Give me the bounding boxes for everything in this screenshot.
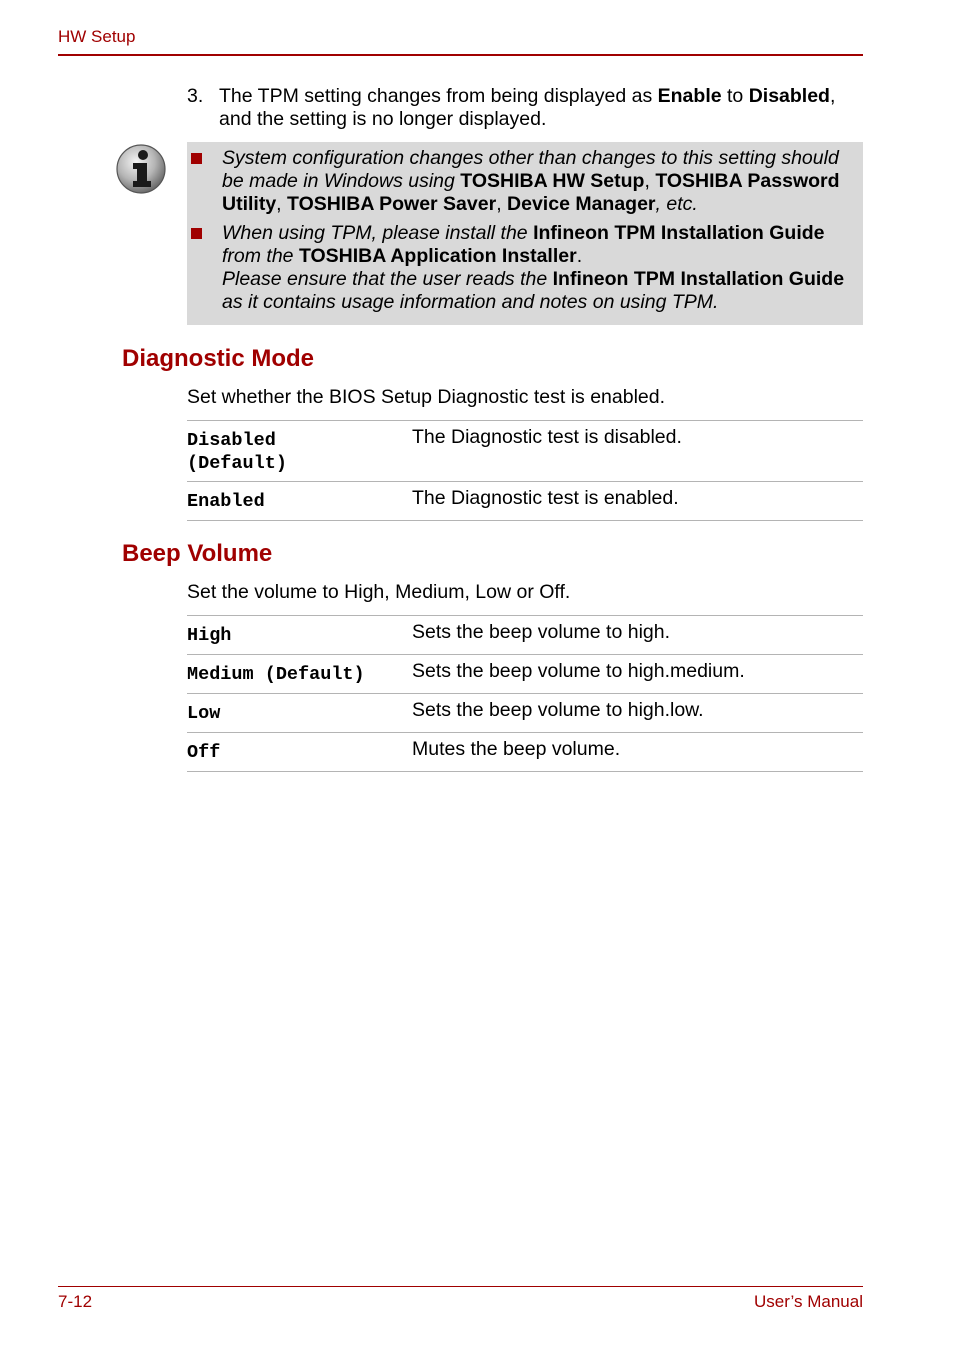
table-row xyxy=(187,694,863,733)
note-text: , xyxy=(496,193,508,215)
header-rule xyxy=(58,54,863,56)
note-bold: TOSHIBA Password Utility xyxy=(222,170,840,215)
step-text-part: to xyxy=(721,85,749,107)
section-heading-beep-volume: Beep Volume xyxy=(122,540,273,567)
note-text: as it contains usage information and notes on using TPM. xyxy=(222,291,719,313)
section-intro: Set whether the BIOS Setup Diagnostic test is enabled. xyxy=(187,386,666,408)
option-key: Disabled (Default) xyxy=(187,430,287,474)
table-row xyxy=(187,482,863,521)
option-description: Sets the beep volume to high.medium. xyxy=(412,660,745,682)
section-heading-diagnostic-mode: Diagnostic Mode xyxy=(122,345,315,372)
note-bold: TOSHIBA Application Installer xyxy=(298,245,577,267)
note-item xyxy=(187,147,863,216)
option-key: Medium (Default) xyxy=(187,664,365,685)
option-key: Off xyxy=(187,742,221,763)
note-text: System configuration changes other than changes to this setting should be made in Windows using xyxy=(222,147,839,192)
step-3 xyxy=(187,85,867,130)
option-key: Low xyxy=(187,703,221,724)
step-text-part: , and the setting is no longer displayed. xyxy=(219,85,836,130)
note-text: from the xyxy=(222,245,299,267)
note-text: Please ensure that the user reads the xyxy=(222,268,553,290)
table-row xyxy=(187,421,863,482)
table-row xyxy=(187,733,863,772)
note-bold: TOSHIBA Power Saver xyxy=(287,193,497,215)
option-description: Sets the beep volume to high. xyxy=(412,621,671,643)
footer-rule xyxy=(58,1286,863,1287)
note-item xyxy=(187,222,863,314)
option-key: Enabled xyxy=(187,491,265,512)
option-description: Mutes the beep volume. xyxy=(412,738,621,760)
note-text: , xyxy=(644,170,656,192)
step-text-part: The TPM setting changes from being displayed as xyxy=(219,85,658,107)
page-number: 7-12 xyxy=(58,1292,93,1311)
table-row xyxy=(187,655,863,694)
option-description: The Diagnostic test is enabled. xyxy=(412,487,679,509)
note-text: , xyxy=(276,193,288,215)
square-bullet-icon xyxy=(191,228,202,239)
note-text: When using TPM, please install the xyxy=(222,222,534,244)
running-header: HW Setup xyxy=(58,27,136,46)
note-bold: TOSHIBA HW Setup xyxy=(460,170,645,192)
option-key: High xyxy=(187,625,232,646)
beep-table xyxy=(187,615,863,772)
table-row xyxy=(187,616,863,655)
step-text xyxy=(219,85,867,130)
step-bold-disabled: Disabled xyxy=(748,85,830,107)
note-bold: Infineon TPM Installation Guide xyxy=(552,268,845,290)
diagnostic-table xyxy=(187,420,863,521)
section-intro: Set the volume to High, Medium, Low or Off. xyxy=(187,581,571,603)
option-description: The Diagnostic test is disabled. xyxy=(412,426,682,448)
note-box xyxy=(187,142,863,325)
note-text: . xyxy=(576,245,583,267)
option-description: Sets the beep volume to high.low. xyxy=(412,699,704,721)
info-icon xyxy=(115,143,167,195)
square-bullet-icon xyxy=(191,153,202,164)
note-text: , etc. xyxy=(655,193,698,215)
manual-title: User’s Manual xyxy=(754,1292,863,1311)
step-bold-enable: Enable xyxy=(657,85,722,107)
note-bold: Infineon TPM Installation Guide xyxy=(533,222,825,244)
step-number: 3. xyxy=(187,85,204,107)
note-bold: Device Manager xyxy=(507,193,656,215)
